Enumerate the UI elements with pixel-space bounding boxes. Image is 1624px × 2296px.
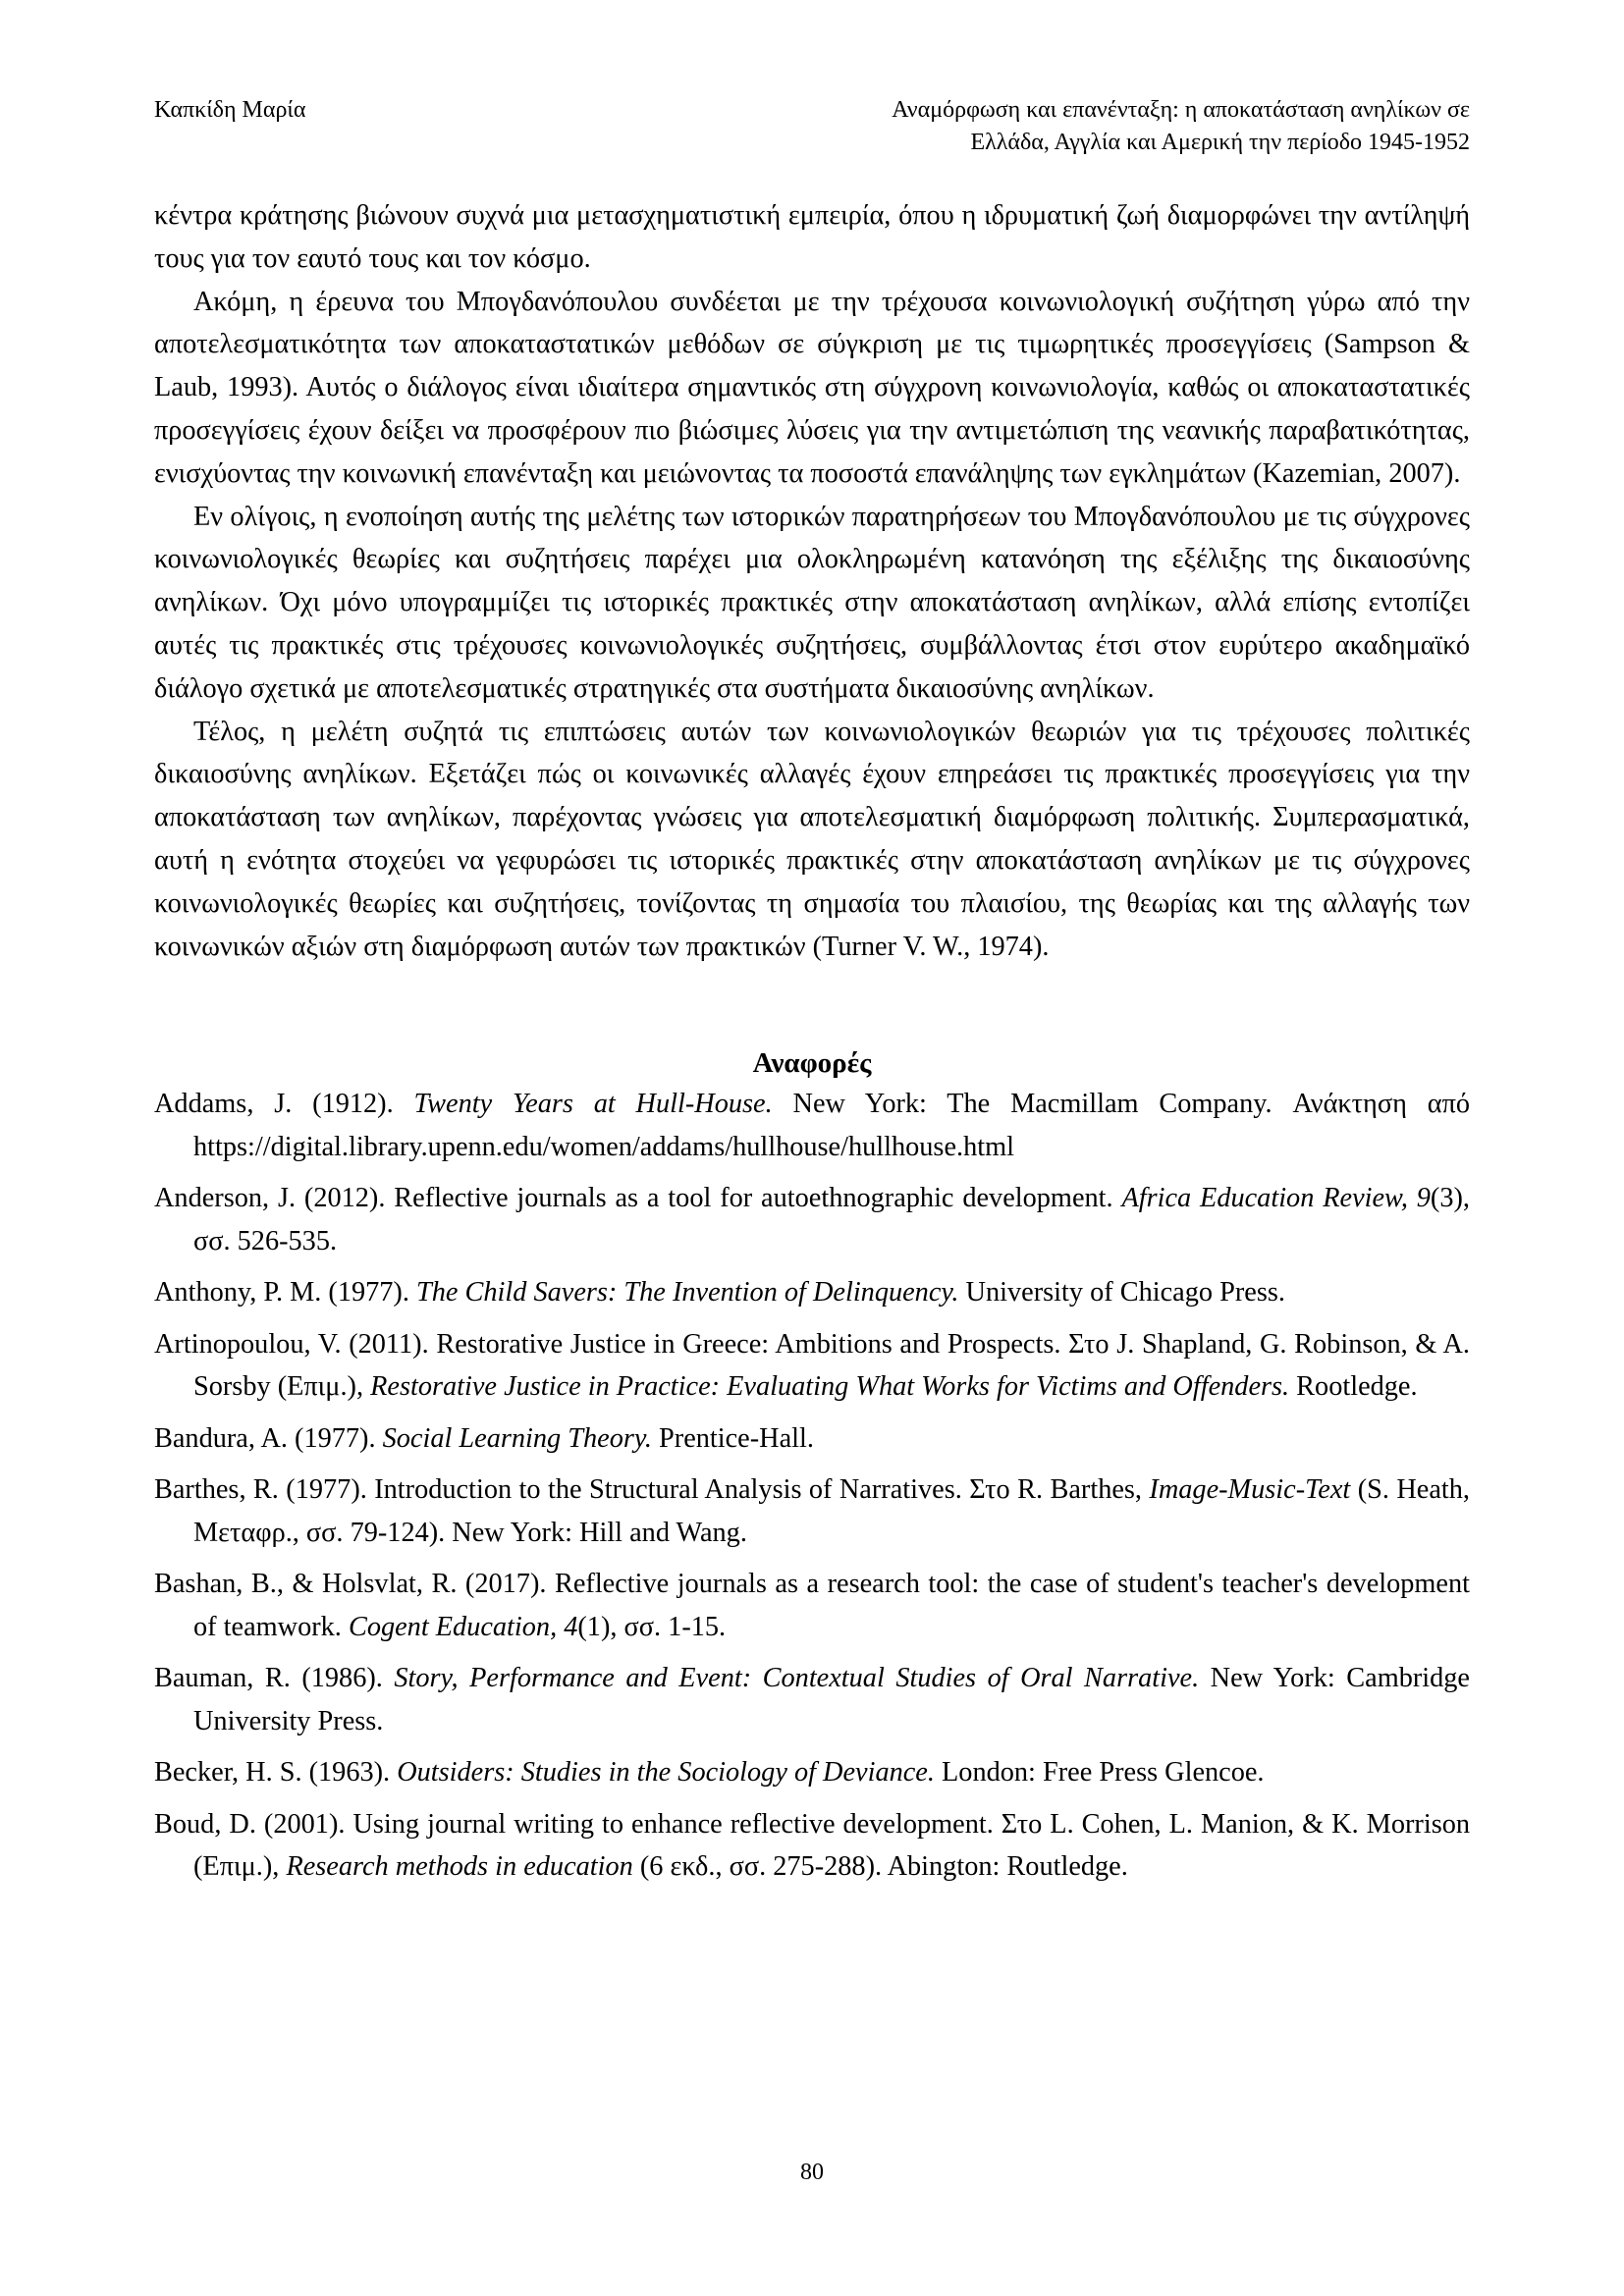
reference-text: London: Free Press Glencoe. bbox=[934, 1757, 1265, 1789]
body-paragraph-3: Εν ολίγοις, η ενοποίηση αυτής της μελέτης των ιστορικών παρατηρήσεων του Μπογδανόπουλου με τις σύγχρονες κοινωνιολογικές θεωρίες και συζητήσεις παρέχει μια ολοκληρωμένη κατανόηση της εξέλιξης της δικαιοσύνης ανηλίκων. Όχι μόνο υπογραμμίζει τις ιστορικές πρακτικές στην αποκατάσταση ανηλίκων, αλλά επίσης εντοπίζει αυτές τις πρακτικές στις τρέχουσες κοινωνιολογικές συζητήσεις, συμβάλλοντας έτσι στον ευρύτερο ακαδημαϊκό διάλογο σχετικά με αποτελεσματικές στρατηγικές στα συστήματα δικαιοσύνης ανηλίκων. bbox=[154, 501, 1470, 704]
reference-text: Bauman, R. (1986). bbox=[154, 1663, 395, 1694]
reference-text: Artinopoulou, V. (2011). Restorative Justice in Greece: Ambitions and Prospects. Στο J. Shapland, G. Robinson, & A. Sorsby (Επιμ.), bbox=[154, 1328, 1470, 1403]
reference-item bbox=[154, 1468, 1470, 1554]
reference-italic-title: Africa Education Review, 9 bbox=[1121, 1183, 1431, 1214]
reference-text: (6 εκδ., σσ. 275-288). Abington: Routledge. bbox=[632, 1851, 1128, 1883]
header-title-line-1: Αναμόρφωση και επανένταξη: η αποκατάσταση ανηλίκων σε bbox=[892, 97, 1470, 123]
reference-text: University of Chicago Press. bbox=[958, 1277, 1285, 1308]
reference-item bbox=[154, 1563, 1470, 1648]
reference-text: (S. Heath, Μεταφρ., σσ. 79-124). New York: Hill and Wang. bbox=[193, 1474, 1470, 1548]
body-paragraph-1: κέντρα κράτησης βιώνουν συχνά μια μετασχηματιστική εμπειρία, όπου η ιδρυματική ζωή διαμορφώνει την αντίληψή τους για τον εαυτό τους και τον κόσμο. bbox=[154, 200, 1470, 274]
reference-text: Anderson, J. (2012). Reflective journals as a tool for autoethnographic development. bbox=[154, 1183, 1122, 1214]
page-body bbox=[154, 194, 1470, 1897]
reference-item bbox=[154, 1177, 1470, 1262]
reference-text: New York: Cambridge University Press. bbox=[193, 1663, 1470, 1736]
page-number: 80 bbox=[800, 2160, 824, 2185]
reference-text: Rootledge. bbox=[1289, 1371, 1418, 1403]
reference-italic-title: Story, Performance and Event: Contextual Studies of Oral Narrative. bbox=[394, 1663, 1200, 1694]
reference-text: Bashan, B., & Holsvlat, R. (2017). Reflective journals as a research tool: the case of student's teacher's development of teamwork. bbox=[154, 1569, 1470, 1642]
reference-item bbox=[154, 1323, 1470, 1409]
references-heading: Αναφορές bbox=[752, 1047, 872, 1080]
header-title bbox=[586, 94, 1470, 159]
reference-item bbox=[154, 1657, 1470, 1742]
reference-italic-title: The Child Savers: The Invention of Delinquency. bbox=[416, 1277, 959, 1308]
reference-text: (1), σσ. 1-15. bbox=[577, 1611, 727, 1642]
header-author: Καπκίδη Μαρία bbox=[154, 97, 306, 123]
reference-item bbox=[154, 1083, 1470, 1168]
reference-text: Barthes, R. (1977). Introduction to the Structural Analysis of Narratives. Στο R. Barthes, bbox=[154, 1474, 1150, 1506]
references-list bbox=[154, 1083, 1470, 1889]
reference-text: Anthony, P. M. (1977). bbox=[154, 1277, 416, 1308]
reference-text: Addams, J. (1912). bbox=[154, 1089, 414, 1120]
reference-italic-title: Restorative Justice in Practice: Evaluating What Works for Victims and Offenders. bbox=[370, 1371, 1290, 1403]
reference-item bbox=[154, 1751, 1470, 1794]
reference-italic-title: Cogent Education, 4 bbox=[348, 1611, 578, 1642]
reference-item bbox=[154, 1271, 1470, 1314]
reference-text: Becker, H. S. (1963). bbox=[154, 1757, 398, 1789]
reference-italic-title: Outsiders: Studies in the Sociology of Deviance. bbox=[397, 1757, 935, 1789]
reference-text: Boud, D. (2001). Using journal writing to enhance reflective development. Στο L. Cohen, L. Manion, & K. Morrison (Επιμ.), bbox=[154, 1808, 1470, 1883]
reference-italic-title: Research methods in education bbox=[286, 1851, 633, 1883]
body-paragraph-2: Ακόμη, η έρευνα του Μπογδανόπουλου συνδέεται με την τρέχουσα κοινωνιολογική συζήτηση γύρω από την αποτελεσματικότητα των αποκαταστατικών μεθόδων σε σύγκριση με τις τιμωρητικές προσεγγίσεις (Sampson & Laub, 1993). Αυτός ο διάλογος είναι ιδιαίτερα σημαντικός στη σύγχρονη κοινωνιολογία, καθώς οι αποκαταστατικές προσεγγίσεις έχουν δείξει να προσφέρουν πιο βιώσιμες λύσεις για την αντιμετώπιση της νεανικής παραβατικότητας, ενισχύοντας την κοινωνική επανένταξη και μειώνοντας τα ποσοστά επανάληψης των εγκλημάτων (Kazemian, 2007). bbox=[154, 286, 1470, 489]
reference-italic-title: Image-Music-Text bbox=[1149, 1474, 1351, 1506]
body-paragraph-4: Τέλος, η μελέτη συζητά τις επιπτώσεις αυτών των κοινωνιολογικών θεωριών για τις τρέχουσες πολιτικές δικαιοσύνης ανηλίκων. Εξετάζει πώς οι κοινωνικές αλλαγές έχουν επηρεάσει τις πρακτικές προσεγγίσεις για την αποκατάσταση των ανηλίκων, παρέχοντας γνώσεις για αποτελεσματική διαμόρφωση πολιτικής. Συμπερασματικά, αυτή η ενότητα στοχεύει να γεφυρώσει τις ιστορικές πρακτικές στην αποκατάσταση ανηλίκων με τις σύγχρονες κοινωνιολογικές θεωρίες και συζητήσεις, τονίζοντας τη σημασία του πλαισίου, της θεωρίας και της αλλαγής των κοινωνικών αξιών στη διαμόρφωση αυτών των πρακτικών (Turner V. W., 1974). bbox=[154, 716, 1470, 962]
reference-italic-title: Social Learning Theory. bbox=[382, 1422, 652, 1454]
reference-text: Prentice-Hall. bbox=[651, 1422, 814, 1454]
reference-text: (3), σσ. 526-535. bbox=[193, 1183, 1470, 1256]
reference-item bbox=[154, 1803, 1470, 1889]
reference-italic-title: Twenty Years at Hull-House. bbox=[413, 1089, 773, 1120]
reference-text: Bandura, A. (1977). bbox=[154, 1422, 383, 1454]
header-title-line-2: Ελλάδα, Αγγλία και Αμερική την περίοδο 1945-1952 bbox=[970, 130, 1470, 155]
reference-item bbox=[154, 1417, 1470, 1461]
reference-text: New York: The Macmillam Company. Ανάκτηση από https://digital.library.upenn.edu/women/addams/hullhouse/hullhouse.html bbox=[193, 1089, 1471, 1162]
